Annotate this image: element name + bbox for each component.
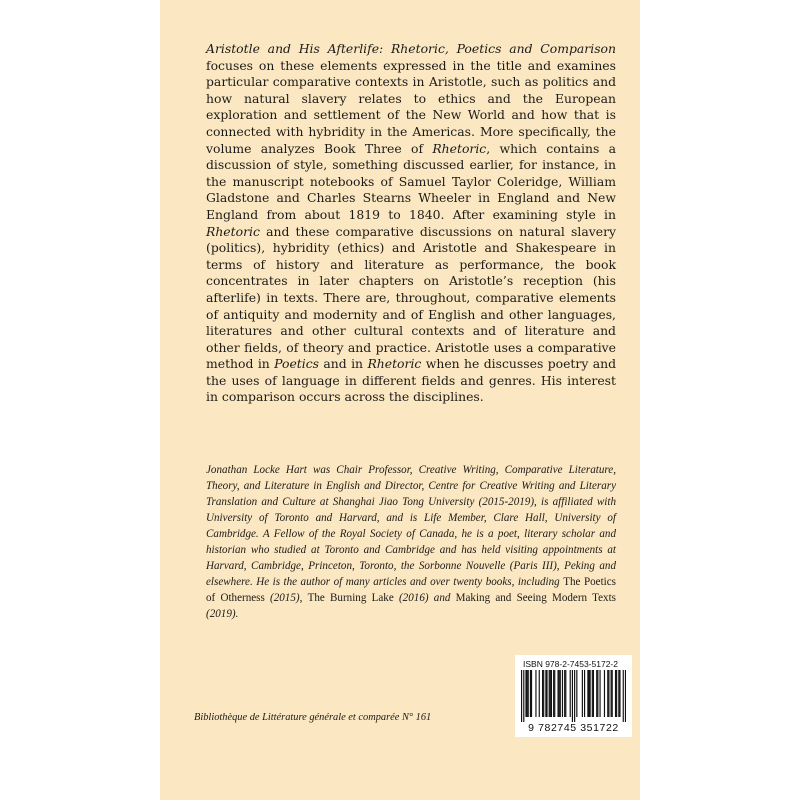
book-back-cover bbox=[160, 0, 640, 800]
barcode-bar bbox=[597, 670, 598, 717]
barcode-bar bbox=[590, 670, 591, 717]
barcode-bar bbox=[570, 670, 571, 717]
bio-book-title: Making and Seeing Modern Texts bbox=[455, 592, 616, 604]
barcode-bar bbox=[539, 670, 540, 717]
barcode-bar bbox=[611, 670, 612, 717]
barcode-number: 9 782745 351722 bbox=[528, 722, 619, 734]
description-text: and in bbox=[319, 356, 368, 372]
book-description bbox=[206, 41, 616, 406]
isbn-label: ISBN 978-2-7453-5172-2 bbox=[523, 659, 618, 669]
barcode-bar bbox=[599, 670, 600, 717]
barcode-bar bbox=[574, 670, 575, 722]
barcode-bar bbox=[608, 670, 609, 717]
barcode-bar bbox=[559, 670, 560, 717]
barcode-bar bbox=[565, 670, 566, 717]
bio-text: Jonathan Locke Hart was Chair Professor, Creative Writing, Comparative Literature, Theory, and Literature in English and Director, Centre for Creative Writing and Literary Translation and Culture at Shanghai Jiao Tong University (2015-2019), is affiliated with University of Toronto and Harvard, and is Life Member, Clare Hall, University of Cambridge. A Fellow of the Royal Society of Canada, he is a poet, literary scholar and historian who studied at Toronto and Cambridge and has held visiting appointments at Harvard, Cambridge, Princeton, Toronto, the Sorbonne Nouvelle (Paris III), Peking and elsewhere. He is the author of many articles and over twenty books, including bbox=[206, 464, 616, 588]
barcode-bar bbox=[545, 670, 546, 717]
barcode-bar bbox=[616, 670, 617, 717]
barcode-bar bbox=[572, 670, 573, 722]
barcode-bar bbox=[543, 670, 544, 717]
barcode-bar bbox=[557, 670, 558, 717]
barcode-bar bbox=[618, 670, 619, 717]
barcode-bar bbox=[521, 670, 522, 722]
description-text: focuses on these elements expressed in the title and examines particular comparative contexts in Aristotle, such as politics and how natural slavery relates to ethics and the European exploration and settlement of the New World and how that is connected with hybridity in the Americas. More specifically, the volume analyzes Book Three of bbox=[206, 57, 616, 156]
work-title-rhetoric: Rhetoric bbox=[432, 140, 487, 156]
barcode-bar bbox=[550, 670, 551, 717]
barcode-bar bbox=[530, 670, 531, 717]
bio-text: (2016) and bbox=[393, 592, 456, 604]
barcode-bar bbox=[531, 670, 532, 717]
barcode-bar bbox=[542, 670, 543, 717]
barcode-bar bbox=[593, 670, 594, 717]
barcode-block bbox=[515, 655, 632, 737]
bio-text: (2019). bbox=[206, 608, 239, 620]
barcode bbox=[521, 670, 626, 722]
work-title-poetics: Poetics bbox=[274, 356, 320, 372]
barcode-bar bbox=[562, 670, 563, 717]
barcode-bar bbox=[596, 670, 597, 717]
barcode-bar bbox=[554, 670, 555, 717]
barcode-bar bbox=[527, 670, 528, 717]
barcode-bar bbox=[604, 670, 605, 717]
barcode-bar bbox=[615, 670, 616, 717]
book-title: Aristotle and His Afterlife: Rhetoric, Poetics and Comparison bbox=[206, 41, 616, 56]
barcode-bar bbox=[525, 670, 526, 717]
barcode-bar bbox=[523, 670, 524, 722]
barcode-bar bbox=[588, 670, 589, 717]
barcode-bar bbox=[535, 670, 536, 717]
bio-book-title: The Poetics of Otherness bbox=[206, 576, 616, 604]
bio-text: (2015), bbox=[264, 592, 308, 604]
barcode-bar bbox=[553, 670, 554, 717]
barcode-bar bbox=[576, 670, 577, 717]
series-label: Bibliothèque de Littérature générale et comparée N° 161 bbox=[194, 712, 432, 723]
author-bio bbox=[206, 462, 616, 622]
barcode-bar bbox=[592, 670, 593, 717]
barcode-bar bbox=[546, 670, 547, 717]
barcode-bar bbox=[560, 670, 561, 717]
barcode-bar bbox=[619, 670, 620, 717]
barcode-bar bbox=[587, 670, 588, 717]
barcode-bar bbox=[607, 670, 608, 717]
work-title-rhetoric: Rhetoric bbox=[206, 223, 260, 239]
barcode-bar bbox=[582, 670, 583, 717]
barcode-bar bbox=[623, 670, 624, 722]
description-text: when he discusses poetry and the uses of language in different fields and genres. His interest in comparison occurs across the disciplines. bbox=[206, 356, 616, 405]
barcode-bar bbox=[612, 670, 613, 717]
work-title-rhetoric: Rhetoric bbox=[367, 356, 422, 372]
barcode-bar bbox=[584, 670, 585, 717]
description-text: , which contains a discussion of style, something discussed earlier, for instance, in the manuscript notebooks of Samuel Taylor Coleridge, William Gladstone and Charles Stearns Wheeler in England and New England from about 1819 to 1840. After examining style in bbox=[206, 140, 616, 222]
bio-book-title: The Burning Lake bbox=[307, 592, 394, 604]
barcode-bar bbox=[551, 670, 552, 717]
barcode-bar bbox=[564, 670, 565, 717]
description-text: and these comparative discussions on natural slavery (politics), hybridity (ethics) and Aristotle and Shakespeare in terms of history and literature as performance, the book concentrates in later chapters on Aristotle’s reception (his afterlife) in texts. There are, throughout, comparative elements of antiquity and modernity and of English and other languages, literatures and other cultural contexts and of literature and other fields, of theory and practice. Aristotle uses a comparative method in bbox=[206, 223, 616, 372]
barcode-bar bbox=[549, 670, 550, 717]
barcode-bar bbox=[528, 670, 529, 717]
barcode-bar bbox=[625, 670, 626, 722]
